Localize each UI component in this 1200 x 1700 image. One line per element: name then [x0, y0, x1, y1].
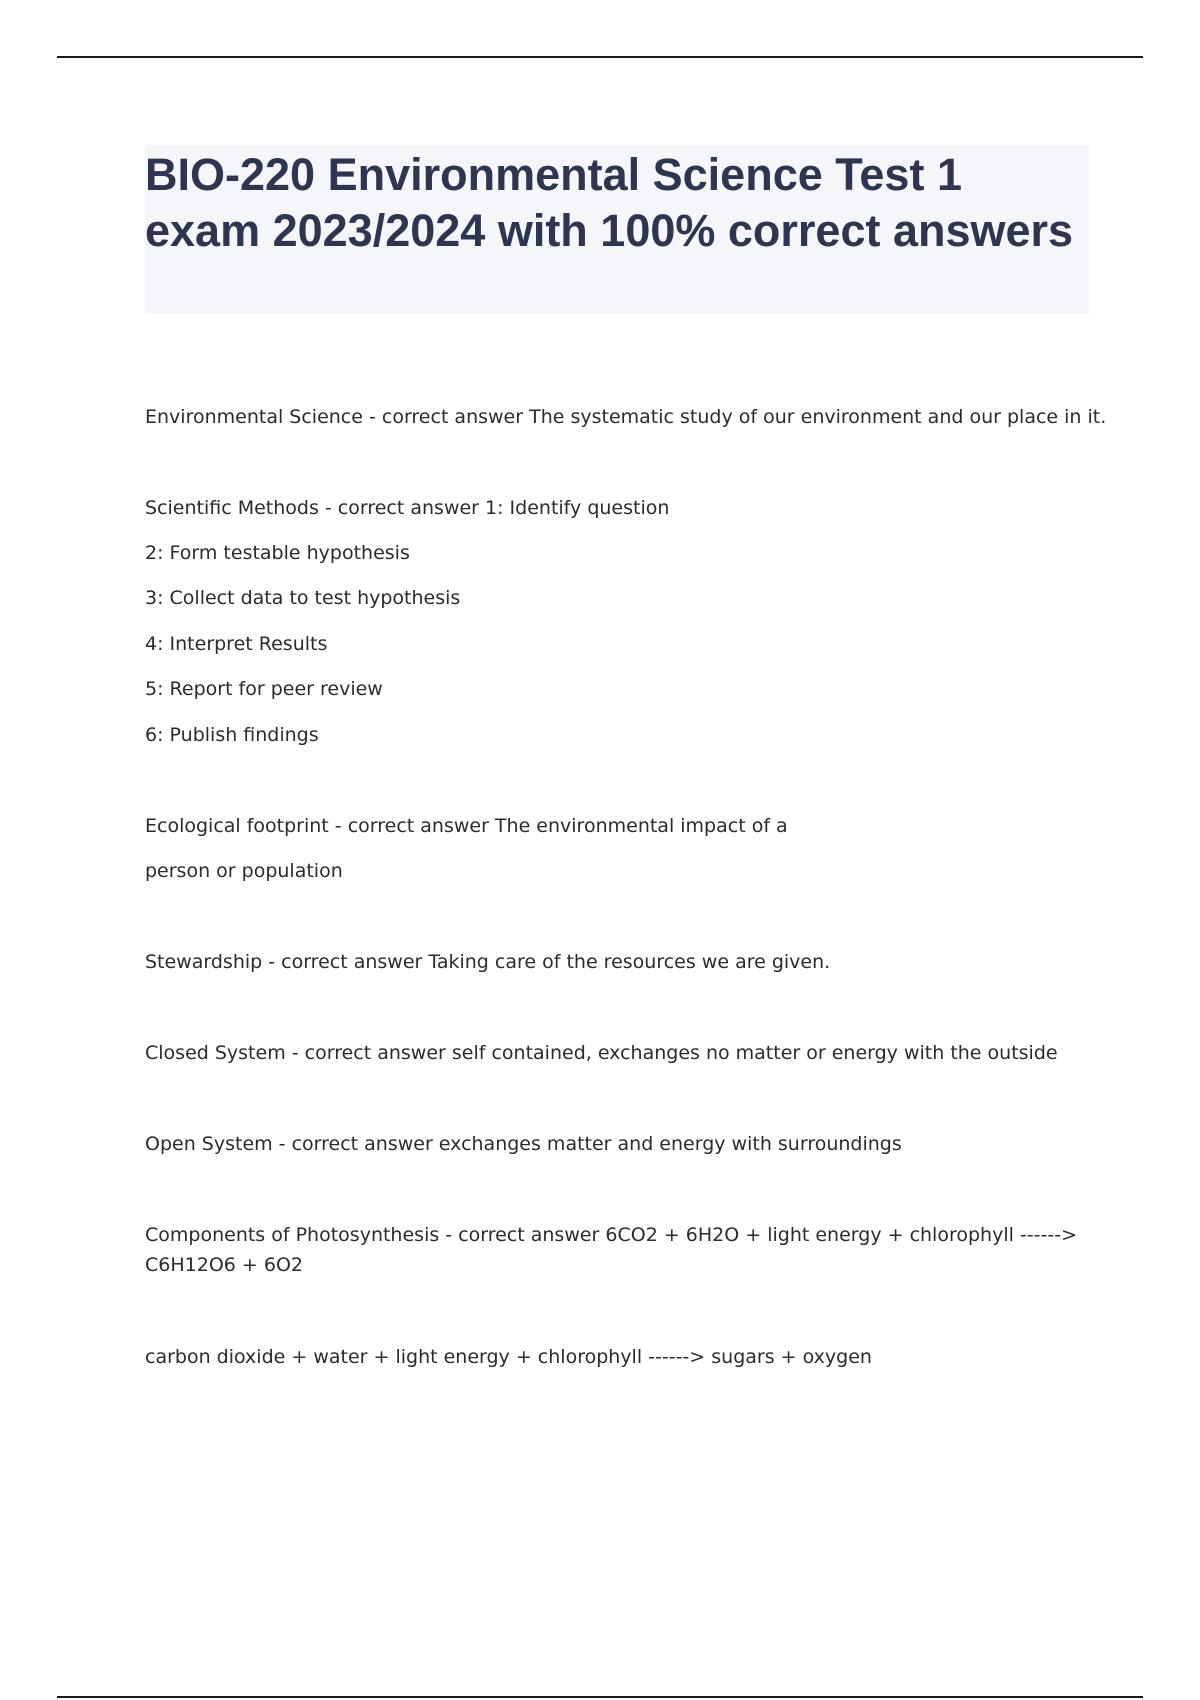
method-step-3: 3: Collect data to test hypothesis [145, 587, 461, 609]
answer-environmental-science: Environmental Science - correct answer The systematic study of our environment and our place in it. [145, 406, 1107, 428]
answer-ecological-footprint: Ecological footprint - correct answer The environmental impact of a [145, 815, 788, 837]
bottom-divider [57, 1696, 1143, 1698]
method-step-6: 6: Publish findings [145, 724, 319, 746]
answer-photosynthesis-cont: C6H12O6 + 6O2 [145, 1254, 303, 1276]
top-divider [57, 56, 1143, 58]
answer-photosynthesis: Components of Photosynthesis - correct answer 6CO2 + 6H2O + light energy + chlorophyll ------> [145, 1224, 1077, 1246]
title-banner [145, 145, 1089, 314]
method-step-5: 5: Report for peer review [145, 678, 383, 700]
method-step-4: 4: Interpret Results [145, 633, 328, 655]
answer-closed-system: Closed System - correct answer self contained, exchanges no matter or energy with the outside [145, 1042, 1058, 1064]
photosynthesis-word-equation: carbon dioxide + water + light energy + chlorophyll ------> sugars + oxygen [145, 1346, 872, 1368]
answer-open-system: Open System - correct answer exchanges matter and energy with surroundings [145, 1133, 902, 1155]
document-title: BIO-220 Environmental Science Test 1 exam 2023/2024 with 100% correct answers [145, 149, 1074, 256]
answer-scientific-methods: Scientific Methods - correct answer 1: Identify question [145, 497, 670, 519]
answer-ecological-footprint-cont: person or population [145, 860, 343, 882]
answer-stewardship: Stewardship - correct answer Taking care of the resources we are given. [145, 951, 831, 973]
method-step-2: 2: Form testable hypothesis [145, 542, 410, 564]
